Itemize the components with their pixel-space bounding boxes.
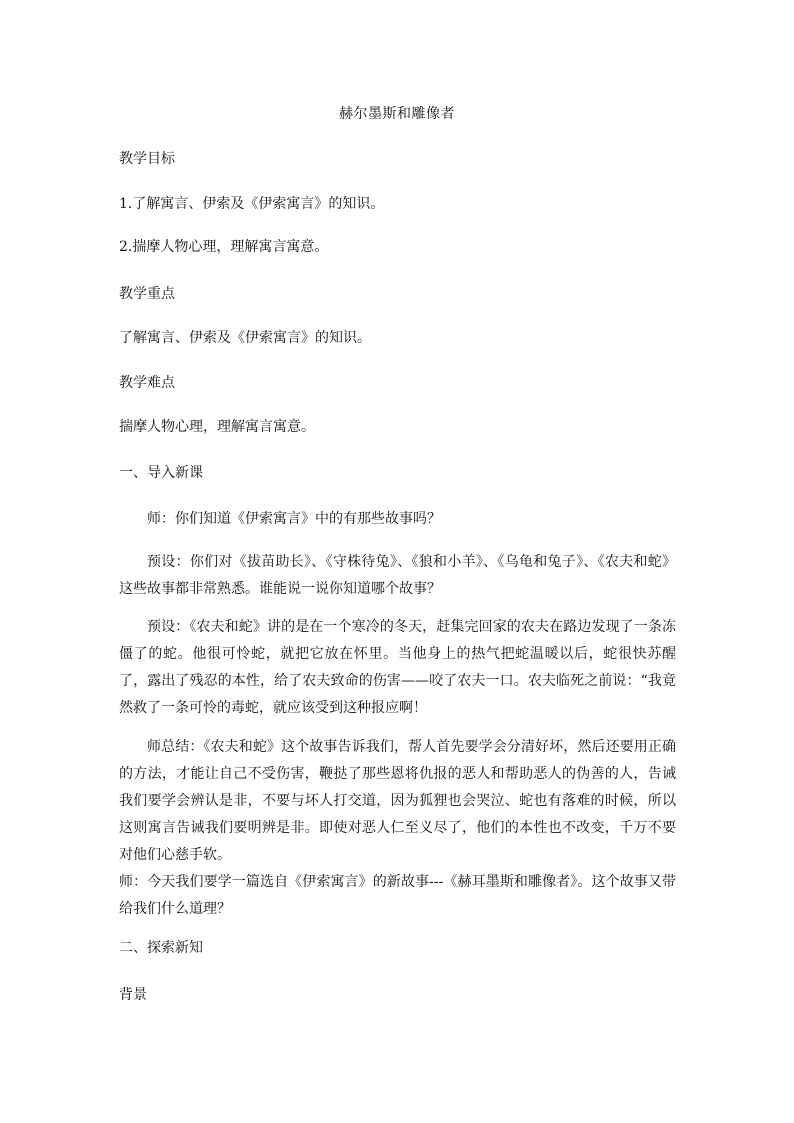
heading-difficulties: 教学难点 [119,375,175,391]
teacher-question: 师：你们知道《伊索寓言》中的有那些故事吗？ [147,511,441,527]
heading-background: 背景 [119,987,147,1003]
paragraph-preset-2: 预设：《农夫和蛇》讲的是在一个寒冷的冬天，赶集完回家的农夫在路边发现了一条冻僵了的蛇。他很可怜蛇，就把它放在怀里。当他身上的热气把蛇温暖以后，蛇很快苏醒了，露出了残忍的本性，给了农夫致命的伤害——咬了农夫一口。农夫临死之前说：“我竟然救了一条可怜的毒蛇，就应该受到这种报应啊！ [119,619,676,716]
difficulties-text: 揣摩人物心理，理解寓言寓意。 [119,419,315,435]
heading-key-points: 教学重点 [119,286,175,302]
paragraph-teacher-summary: 师总结：《农夫和蛇》这个故事告诉我们，帮人首先要学会分清好坏，然后还要用正确的方法，才能让自己不受伤害，鞭挞了那些恩将仇报的恶人和帮助恶人的伪善的人，告诫我们要学会辨认是非，不要与坏人打交道，因为狐狸也会哭泣、蛇也有落难的时候，所以这则寓言告诫我们要明辨是非。即使对恶人仁至义尽了，他们的本性也不改变，千万不要对他们心慈手软。 [119,739,676,863]
paragraph-preset-1: 预设：你们对《拔苗助长》、《守株待兔》、《狼和小羊》、《乌龟和兔子》、《农夫和蛇》这些故事都非常熟悉。谁能说一说你知道哪个故事？ [119,554,676,597]
document-title: 赫尔墨斯和雕像者 [339,106,455,122]
goal-item-2: 2.揣摩人物心理，理解寓言寓意。 [119,239,329,255]
section-heading-explore: 二、探索新知 [119,940,203,956]
key-points-text: 了解寓言、伊索及《伊索寓言》的知识。 [119,330,371,346]
heading-teaching-goals: 教学目标 [119,151,175,167]
goal-item-1: 1.了解寓言、伊索及《伊索寓言》的知识。 [119,196,385,212]
section-heading-intro: 一、导入新课 [119,465,203,481]
paragraph-teacher-intro: 师：今天我们要学一篇选自《伊索寓言》的新故事---《赫耳墨斯和雕像者》。这个故事又带给我们什么道理？ [119,874,676,917]
